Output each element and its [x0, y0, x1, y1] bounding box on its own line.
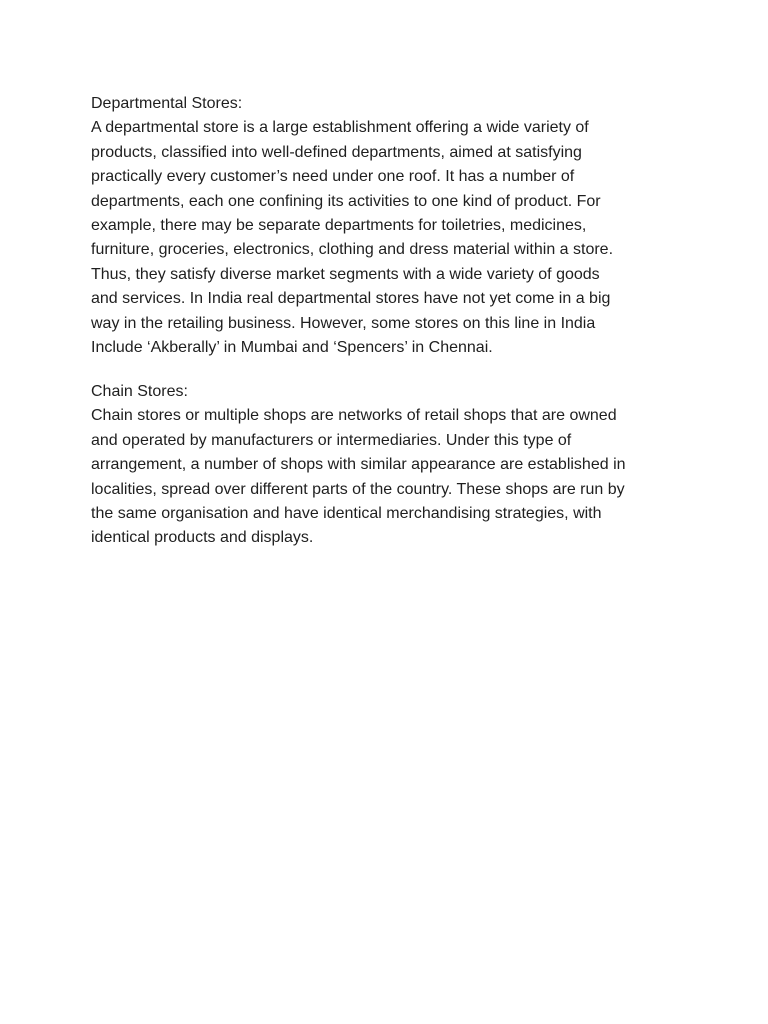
paragraph-line: and services. In India real departmental stores have not yet come in a big [91, 290, 611, 308]
chain-stores-section [91, 380, 691, 551]
paragraph-line: the same organisation and have identical merchandising strategies, with [91, 505, 602, 523]
paragraph-line: Include ‘Akberally’ in Mumbai and ‘Spencers’ in Chennai. [91, 339, 493, 357]
paragraph-line: arrangement, a number of shops with similar appearance are established in [91, 456, 626, 474]
paragraph-line: and operated by manufacturers or intermediaries. Under this type of [91, 431, 572, 449]
paragraph-line: Chain stores or multiple shops are networks of retail shops that are owned [91, 407, 617, 425]
section-heading: Departmental Stores: [91, 95, 243, 112]
paragraph-line: way in the retailing business. However, some stores on this line in India [91, 314, 596, 332]
paragraph-line: Thus, they satisfy diverse market segments with a wide variety of goods [91, 265, 600, 283]
paragraph-line: products, classified into well-defined departments, aimed at satisfying [91, 143, 582, 161]
paragraph-line: departments, each one confining its activities to one kind of product. For [91, 192, 601, 210]
paragraph-line: localities, spread over different parts of the country. These shops are run by [91, 480, 625, 498]
departmental-stores-section [91, 92, 691, 360]
paragraph-line: practically every customer’s need under one roof. It has a number of [91, 168, 575, 186]
paragraph-line: identical products and displays. [91, 529, 314, 547]
paragraph-line: example, there may be separate departments for toiletries, medicines, [91, 217, 587, 235]
section-heading: Chain Stores: [91, 383, 188, 400]
paragraph-line: furniture, groceries, electronics, clothing and dress material within a store. [91, 241, 614, 259]
paragraph-line: A departmental store is a large establishment offering a wide variety of [91, 119, 589, 137]
